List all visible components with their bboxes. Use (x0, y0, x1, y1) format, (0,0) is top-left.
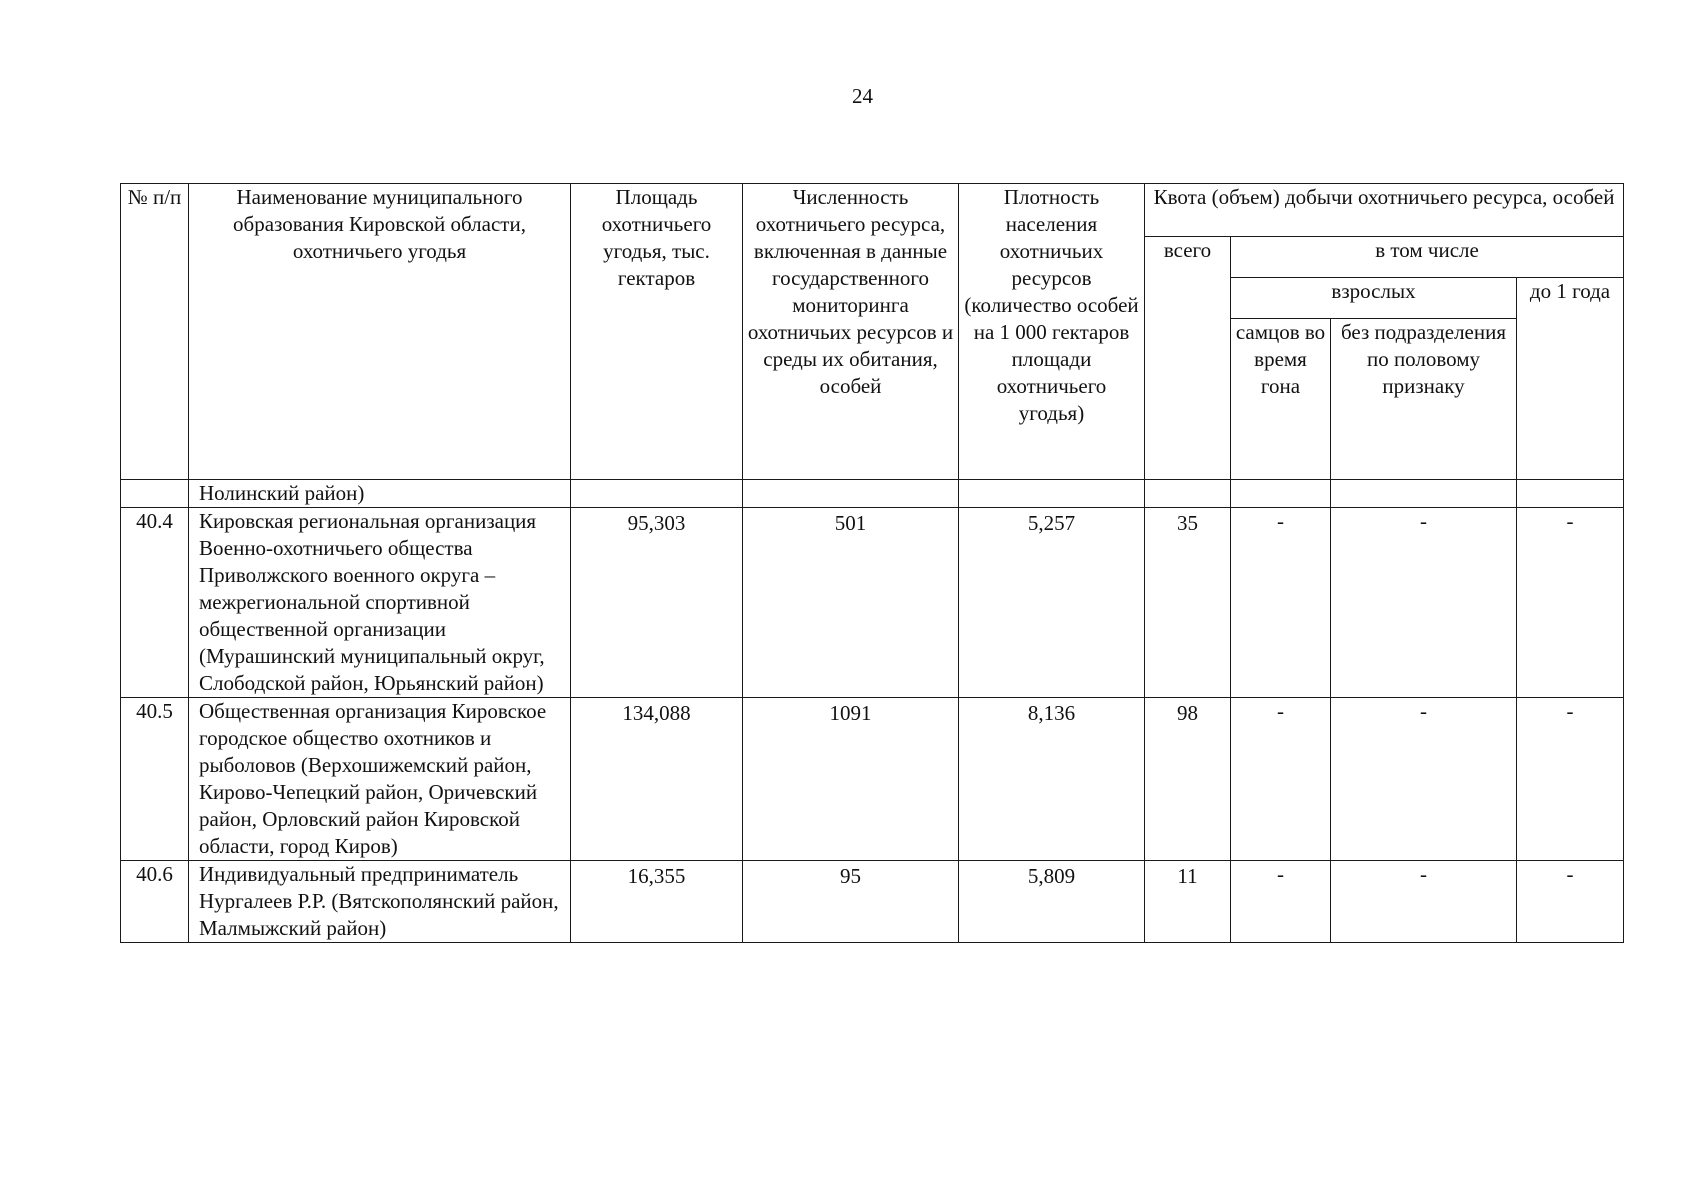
header-name: Наименование муниципального образования Кировской области, охотничьего угодья (189, 184, 571, 480)
header-row-1 (121, 184, 1624, 237)
cell-under-one: - (1517, 861, 1624, 943)
cell-under-one: - (1517, 508, 1624, 698)
header-males-rut: самцов во время гона (1231, 319, 1331, 480)
cell-density (959, 480, 1145, 508)
cell-males: - (1231, 508, 1331, 698)
cell-area: 95,303 (571, 508, 743, 698)
cell-no-sex: - (1331, 861, 1517, 943)
header-adults: взрослых (1231, 278, 1517, 319)
cell-no: 40.5 (121, 698, 189, 861)
cell-total: 98 (1145, 698, 1231, 861)
cell-population: 1091 (743, 698, 959, 861)
cell-population: 95 (743, 861, 959, 943)
cell-under-one: - (1517, 698, 1624, 861)
table-row (121, 508, 1624, 698)
table-row (121, 861, 1624, 943)
cell-total (1145, 480, 1231, 508)
cell-area (571, 480, 743, 508)
header-quota: Квота (объем) добычи охотничьего ресурса, особей (1145, 184, 1624, 237)
header-including: в том числе (1231, 237, 1624, 278)
cell-name: Нолинский район) (189, 480, 571, 508)
cell-no: 40.6 (121, 861, 189, 943)
cell-total: 11 (1145, 861, 1231, 943)
header-no: № п/п (121, 184, 189, 480)
header-density: Плотность населения охотничьих ресурсов (количество особей на 1 000 гектаров площади охотничьего угодья) (959, 184, 1145, 480)
cell-males (1231, 480, 1331, 508)
cell-no: 40.4 (121, 508, 189, 698)
header-under-one: до 1 года (1517, 278, 1624, 480)
header-no-sex-split: без подразделения по половому признаку (1331, 319, 1517, 480)
cell-males: - (1231, 861, 1331, 943)
cell-population (743, 480, 959, 508)
cell-density: 5,257 (959, 508, 1145, 698)
cell-density: 5,809 (959, 861, 1145, 943)
header-population: Численность охотничьего ресурса, включенная в данные государственного мониторинга охотничьих ресурсов и среды их обитания, особей (743, 184, 959, 480)
page-number: 24 (852, 84, 873, 108)
cell-name: Кировская региональная организация Военно-охотничьего общества Приволжского военного округа – межрегиональной спортивной общественной организации (Мурашинский муниципальный округ, Слободской район, Юрьянский район) (189, 508, 571, 698)
cell-no-sex (1331, 480, 1517, 508)
header-total: всего (1145, 237, 1231, 480)
cell-area: 16,355 (571, 861, 743, 943)
cell-males: - (1231, 698, 1331, 861)
cell-under-one (1517, 480, 1624, 508)
cell-no (121, 480, 189, 508)
cell-population: 501 (743, 508, 959, 698)
cell-no-sex: - (1331, 508, 1517, 698)
header-area: Площадь охотничьего угодья, тыс. гектаров (571, 184, 743, 480)
quota-table (120, 183, 1624, 943)
cell-area: 134,088 (571, 698, 743, 861)
cell-density: 8,136 (959, 698, 1145, 861)
cell-name: Индивидуальный предприниматель Нургалеев Р.Р. (Вятскополянский район, Малмыжский район) (189, 861, 571, 943)
table-row (121, 698, 1624, 861)
cell-no-sex: - (1331, 698, 1517, 861)
cell-name: Общественная организация Кировское городское общество охотников и рыболовов (Верхошижемский район, Кирово-Чепецкий район, Оричевский район, Орловский район Кировской области, город Киров) (189, 698, 571, 861)
cell-total: 35 (1145, 508, 1231, 698)
table-row (121, 480, 1624, 508)
